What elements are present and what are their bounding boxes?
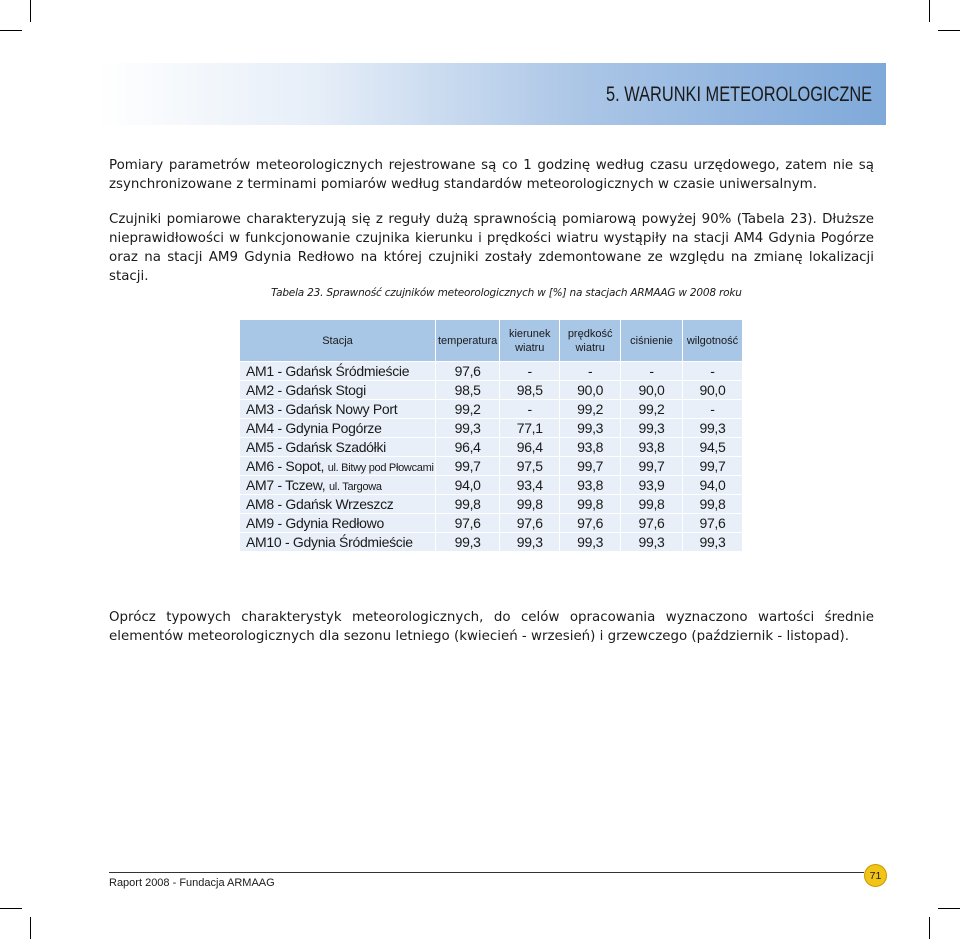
header-temperature: temperatura [436, 320, 500, 361]
pressure-value: 93,8 [621, 437, 683, 456]
header-wind-direction-line1: kierunek [508, 327, 551, 340]
header-wind-speed-line2: wiatru [575, 341, 605, 354]
station-name: AM2 - Gdańsk Stogi [246, 382, 366, 398]
temperature-value: 94,0 [436, 475, 500, 494]
humidity-value: 94,5 [683, 437, 742, 456]
header-wind-speed-line1: prędkość [567, 327, 613, 340]
table-row [240, 532, 742, 551]
sensor-efficiency-table [240, 320, 742, 551]
table-caption: Tabela 23. Sprawność czujników meteorologicznych w [%] na stacjach ARMAAG w 2008 roku [271, 287, 742, 299]
station-address-note: ul. Bitwy pod Płowcami [327, 462, 434, 474]
section-title: 5. WARUNKI METEOROLOGICZNE [605, 83, 872, 106]
wind-speed-value: 99,2 [560, 399, 621, 418]
humidity-value: 99,3 [683, 532, 742, 551]
humidity-value: 90,0 [683, 380, 742, 399]
pressure-value: 90,0 [621, 380, 683, 399]
temperature-value: 96,4 [436, 437, 500, 456]
table-row [240, 513, 742, 532]
station-name: AM7 - Tczew, [246, 477, 329, 493]
intro-paragraph: Pomiary parametrów meteorologicznych rejestrowane są co 1 godzinę według czasu urzędowego, zatem nie są zsynchronizowane z terminami pomiarów według standardów meteorologicznych w czasie uniwersalnym. [109, 158, 874, 192]
pressure-value: 99,3 [621, 418, 683, 437]
temperature-value: 99,3 [436, 418, 500, 437]
header-wind-speed [560, 320, 621, 361]
table-row [240, 494, 742, 513]
table-row [240, 361, 742, 380]
pressure-value: - [621, 361, 683, 380]
table-row [240, 437, 742, 456]
humidity-value: 94,0 [683, 475, 742, 494]
humidity-value: 99,7 [683, 456, 742, 475]
pressure-value: 97,6 [621, 513, 683, 532]
temperature-value: 99,8 [436, 494, 500, 513]
station-name-cell [240, 418, 436, 437]
wind-direction-value: 77,1 [500, 418, 560, 437]
table-row [240, 399, 742, 418]
station-name: AM9 - Gdynia Redłowo [246, 515, 384, 531]
station-address-note: ul. Targowa [328, 481, 382, 493]
seasons-paragraph: Oprócz typowych charakterystyk meteorologicznych, do celów opracowania wyznaczono wartości średnie elementów meteorologicznych dla sezonu letniego (kwiecień - wrzesień) i grzewczego (październik - listopad). [109, 610, 874, 644]
station-name-cell [240, 456, 436, 475]
station-name-cell [240, 475, 436, 494]
table-row [240, 475, 742, 494]
temperature-value: 97,6 [436, 513, 500, 532]
station-name: AM10 - Gdynia Śródmieście [246, 534, 413, 550]
pressure-value: 99,3 [621, 532, 683, 551]
station-name: AM8 - Gdańsk Wrzeszcz [246, 496, 394, 512]
crop-mark [0, 908, 22, 909]
temperature-value: 99,3 [436, 532, 500, 551]
table-header-row [240, 320, 742, 361]
wind-direction-value: 99,3 [500, 532, 560, 551]
pressure-value: 99,8 [621, 494, 683, 513]
station-name: AM3 - Gdańsk Nowy Port [246, 401, 398, 417]
station-name: AM6 - Sopot, [246, 458, 328, 474]
crop-mark [938, 30, 960, 31]
wind-direction-value: - [500, 361, 560, 380]
crop-mark [30, 917, 31, 939]
wind-speed-value: 99,3 [560, 532, 621, 551]
wind-speed-value: 93,8 [560, 437, 621, 456]
wind-direction-value: 97,6 [500, 513, 560, 532]
station-name: AM4 - Gdynia Pogórze [246, 420, 382, 436]
page-number-badge: 71 [864, 864, 887, 887]
station-name-cell [240, 380, 436, 399]
footer-report-label: Raport 2008 - Fundacja ARMAAG [109, 877, 275, 889]
wind-speed-value: 97,6 [560, 513, 621, 532]
wind-speed-value: 99,8 [560, 494, 621, 513]
wind-direction-value: - [500, 399, 560, 418]
wind-speed-value: 90,0 [560, 380, 621, 399]
humidity-value: 99,8 [683, 494, 742, 513]
pressure-value: 99,7 [621, 456, 683, 475]
pressure-value: 93,9 [621, 475, 683, 494]
sensor-paragraph: Czujniki pomiarowe charakteryzują się z reguły dużą sprawnością pomiarową powyżej 90% (Tabela 23). Dłuższe nieprawidłowości w funkcjonowanie czujnika kierunku i prędkości wiatru wystąpiły na stacji AM4 Gdynia Pogórze oraz na stacji AM9 Gdynia Redłowo na której czujniki zostały zdemontowane ze względu na zmianę lokalizacji stacji. [109, 212, 874, 284]
crop-mark [0, 30, 22, 31]
humidity-value: - [683, 361, 742, 380]
humidity-value: - [683, 399, 742, 418]
wind-speed-value: 99,7 [560, 456, 621, 475]
header-pressure: ciśnienie [621, 320, 683, 361]
station-name: AM1 - Gdańsk Śródmieście [246, 363, 410, 379]
wind-direction-value: 98,5 [500, 380, 560, 399]
station-name: AM5 - Gdańsk Szadółki [246, 439, 386, 455]
station-name-cell [240, 513, 436, 532]
section-header-bar [96, 63, 886, 125]
footer-divider [109, 872, 864, 873]
crop-mark [30, 0, 31, 22]
humidity-value: 97,6 [683, 513, 742, 532]
table-row [240, 380, 742, 399]
wind-direction-value: 99,8 [500, 494, 560, 513]
station-name-cell [240, 361, 436, 380]
wind-direction-value: 96,4 [500, 437, 560, 456]
station-name-cell [240, 494, 436, 513]
wind-speed-value: - [560, 361, 621, 380]
temperature-value: 99,7 [436, 456, 500, 475]
table-body [240, 361, 742, 551]
temperature-value: 97,6 [436, 361, 500, 380]
crop-mark [938, 908, 960, 909]
humidity-value: 99,3 [683, 418, 742, 437]
pressure-value: 99,2 [621, 399, 683, 418]
table-row [240, 418, 742, 437]
header-wind-direction-line2: wiatru [515, 341, 545, 354]
header-wind-direction [500, 320, 560, 361]
wind-direction-value: 93,4 [500, 475, 560, 494]
wind-speed-value: 93,8 [560, 475, 621, 494]
wind-speed-value: 99,3 [560, 418, 621, 437]
station-name-cell [240, 532, 436, 551]
temperature-value: 99,2 [436, 399, 500, 418]
table-row [240, 456, 742, 475]
temperature-value: 98,5 [436, 380, 500, 399]
crop-mark [929, 917, 930, 939]
header-humidity: wilgotność [683, 320, 742, 361]
wind-direction-value: 97,5 [500, 456, 560, 475]
station-name-cell [240, 437, 436, 456]
header-station: Stacja [240, 320, 436, 361]
crop-mark [929, 0, 930, 22]
station-name-cell [240, 399, 436, 418]
